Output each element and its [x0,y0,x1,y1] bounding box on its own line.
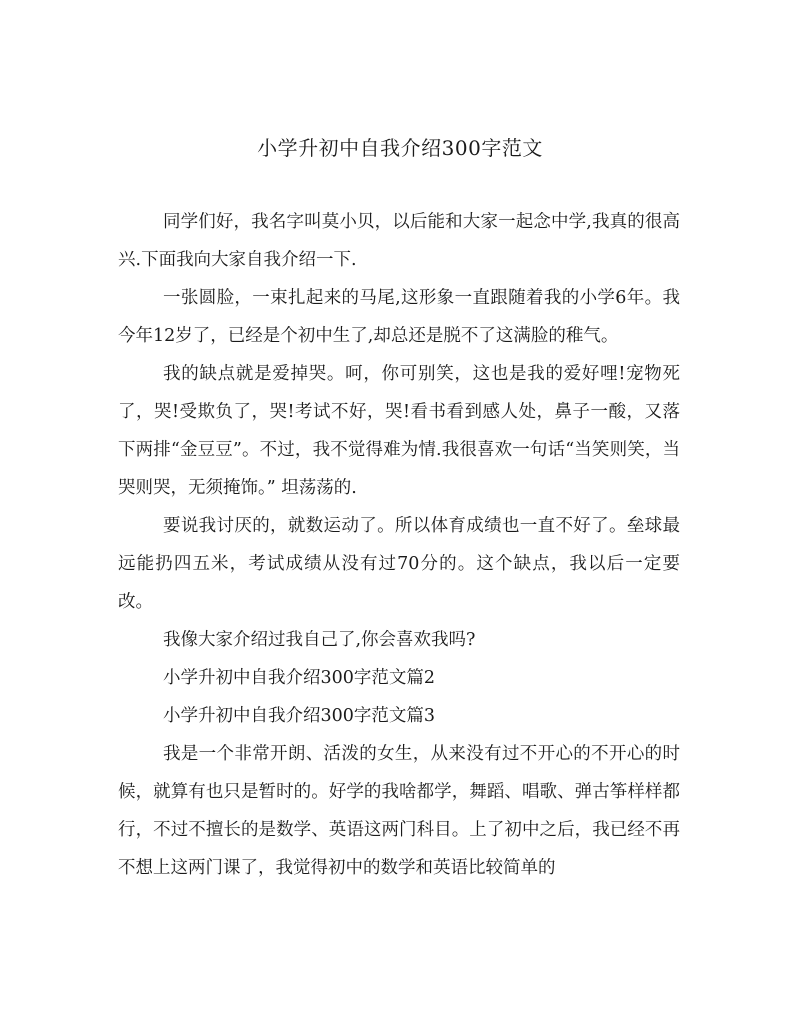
paragraph-appearance: 一张圆脸，一束扎起来的马尾,这形象一直跟随着我的小学6年。我今年12岁了，已经是个初中生了,却总还是脱不了这满脸的稚气。 [118,288,680,346]
section-heading-3: 小学升初中自我介绍300字范文篇3 [163,706,436,726]
paragraph-personality: 我是一个非常开朗、活泼的女生，从来没有过不开心的不开心的时候，就算有也只是暂时的。好学的我啥都学，舞蹈、唱歌、弹古筝样样都行，不过不擅长的是数学、英语这两门科目。上了初中之后，我已经不再不想上这两门课了，我觉得初中的数学和英语比较简单的 [118,744,680,878]
paragraph-closing-question: 我像大家介绍过我自己了,你会喜欢我吗? [163,630,476,650]
paragraph-dislike-sports: 要说我讨厌的，就数运动了。所以体育成绩也一直不好了。垒球最远能扔四五米，考试成绩从没有过70分的。这个缺点，我以后一定要改。 [118,516,680,612]
document-body [118,203,680,887]
paragraph-greeting: 同学们好，我名字叫莫小贝，以后能和大家一起念中学,我真的很高兴.下面我向大家自我介绍一下. [118,212,680,270]
document-title: 小学升初中自我介绍300字范文 [257,136,543,160]
paragraph-weakness-crying: 我的缺点就是爱掉哭。呵，你可别笑，这也是我的爱好哩!宠物死了，哭!受欺负了，哭!考试不好，哭!看书看到感人处，鼻子一酸，又落下两排“金豆豆”。不过，我不觉得难为情.我很喜欢一句话“当笑则笑，当哭则哭，无须掩饰。” 坦荡荡的. [118,364,680,498]
section-heading-2: 小学升初中自我介绍300字范文篇2 [163,668,436,688]
